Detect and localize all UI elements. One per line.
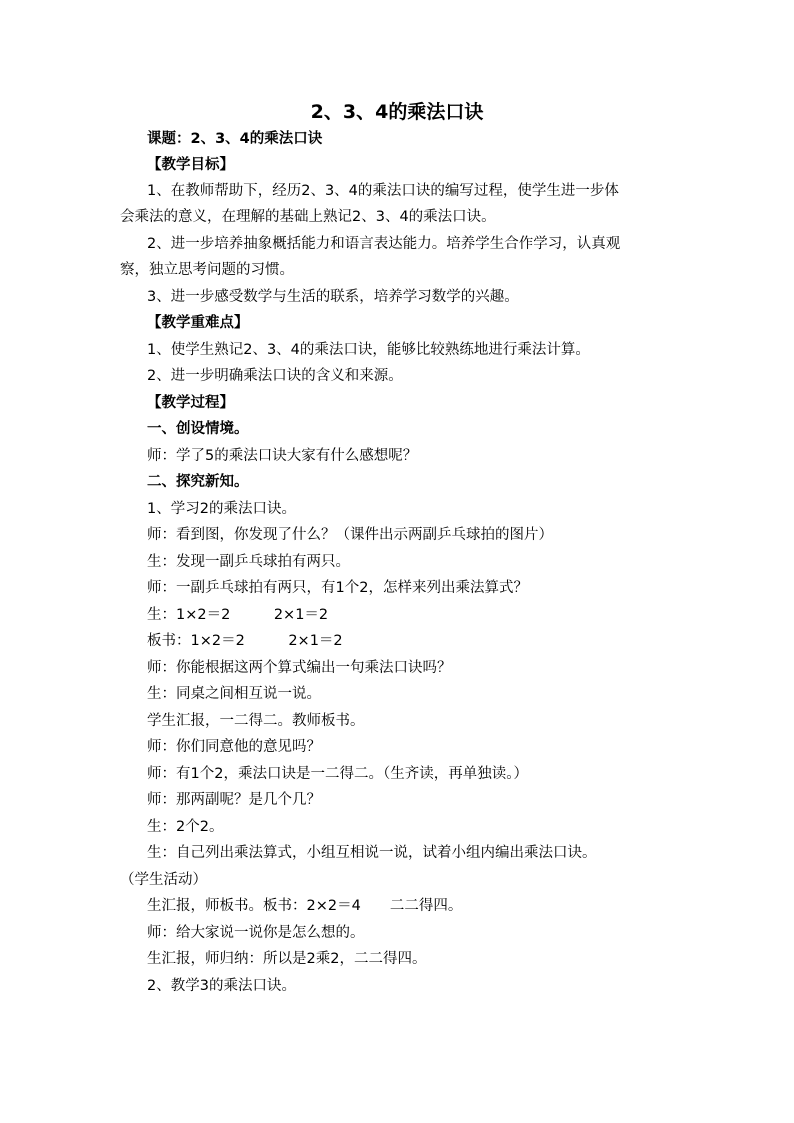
section-heading-objectives: 【教学目标】 xyxy=(147,157,234,173)
paragraph-line: 学生汇报，一二得二。教师板书。 xyxy=(147,713,365,729)
paragraph-line: 师：一副乒乓球拍有两只，有1个2，怎样来列出乘法算式？ xyxy=(147,580,528,596)
paragraph-line: 生：2个2。 xyxy=(147,819,224,835)
section-heading-process: 【教学过程】 xyxy=(147,395,234,411)
paragraph-line: 师：那两副呢？是几个几？ xyxy=(147,792,321,808)
paragraph-line: 师：给大家说一说你是怎么想的。 xyxy=(147,925,365,941)
paragraph-line: 3、进一步感受数学与生活的联系，培养学习数学的兴趣。 xyxy=(147,289,519,305)
paragraph-line: 生汇报，师归纳：所以是2乘2，二二得四。 xyxy=(147,951,427,967)
paragraph-line: 1、学习2的乘法口诀。 xyxy=(147,501,296,517)
paragraph-line: 2、教学3的乘法口诀。 xyxy=(147,978,296,994)
paragraph-line: 师：看到图，你发现了什么？（课件出示两副乒乓球拍的图片） xyxy=(147,527,553,543)
subsection-heading: 一、创设情境。 xyxy=(147,421,249,437)
paragraph-line: 生汇报，师板书。板书：2×2＝4 二二得四。 xyxy=(147,898,463,914)
section-heading-key-points: 【教学重难点】 xyxy=(147,315,249,331)
paragraph-line: 1、使学生熟记2、3、4的乘法口诀，能够比较熟练地进行乘法计算。 xyxy=(147,342,590,358)
paragraph-line: 察，独立思考问题的习惯。 xyxy=(120,262,294,278)
paragraph-line: 生：同桌之间相互说一说。 xyxy=(147,686,321,702)
paragraph-line: 生：发现一副乒乓球拍有两只。 xyxy=(147,554,350,570)
paragraph-line: 2、进一步培养抽象概括能力和语言表达能力。培养学生合作学习，认真观 xyxy=(147,236,621,252)
paragraph-line: 1、在教师帮助下，经历2、3、4的乘法口诀的编写过程，使学生进一步体 xyxy=(147,183,619,199)
paragraph-line: （学生活动） xyxy=(120,872,207,888)
paragraph-line: 师：有1个2，乘法口诀是一二得二。（生齐读，再单独读。） xyxy=(147,766,528,782)
paragraph-line: 板书：1×2＝2 2×1＝2 xyxy=(147,633,343,649)
paragraph-line: 生：1×2＝2 2×1＝2 xyxy=(147,607,329,623)
paragraph-line: 生：自己列出乘法算式，小组互相说一说，试着小组内编出乘法口诀。 xyxy=(147,845,597,861)
paragraph-line: 师：你能根据这两个算式编出一句乘法口诀吗？ xyxy=(147,660,452,676)
paragraph-line: 2、进一步明确乘法口诀的含义和来源。 xyxy=(147,368,403,384)
document-title: 2、3、4的乘法口诀 xyxy=(310,101,484,123)
paragraph-line: 会乘法的意义，在理解的基础上熟记2、3、4的乘法口诀。 xyxy=(120,209,496,225)
paragraph-line: 师：学了5的乘法口诀大家有什么感想呢？ xyxy=(147,448,418,464)
paragraph-line: 师：你们同意他的意见吗？ xyxy=(147,739,321,755)
lesson-topic: 课题：2、3、4的乘法口诀 xyxy=(147,131,323,147)
subsection-heading: 二、探究新知。 xyxy=(147,474,249,490)
